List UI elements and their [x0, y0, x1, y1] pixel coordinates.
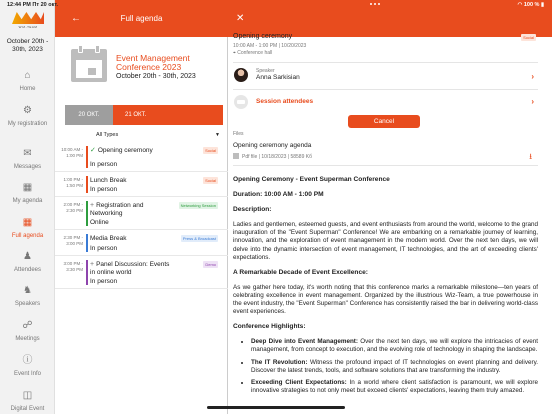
sidebar-item-label: Messages [13, 164, 42, 170]
highlight-item: • Exceeding Client Expectations: In a world where client satisfaction is paramount, we will explore innovative strategies to not only meet but exceed clients' expectations, leaving them truly amazed. [251, 379, 538, 395]
speaker-avatar [234, 68, 248, 82]
location-pin-icon: ⌖ [233, 50, 236, 56]
agenda-panel [55, 0, 228, 414]
cancel-button[interactable]: Cancel [348, 115, 420, 128]
highlights-list [251, 338, 538, 395]
messages-icon: ✉ [23, 148, 32, 159]
session-title-text: Media Break [90, 235, 127, 242]
sidebar-item-label: Digital Event [10, 406, 45, 412]
session-mode: In person [90, 186, 118, 193]
session-detail [228, 0, 552, 414]
sidebar-event-dates: October 20th - 30th, 2023 [6, 38, 49, 53]
session-row[interactable] [55, 142, 228, 172]
multitask-dots[interactable] [370, 3, 380, 5]
sidebar-item-home[interactable] [0, 70, 55, 94]
session-type-badge: Social [205, 148, 216, 153]
session-mode: Online [90, 219, 109, 226]
highlight-item: • Deep Dive into Event Management: Over the next ten days, we will explore the intricacies of event management, from concept to execution, and the evolving role of technology in shaping the landscape. [251, 338, 538, 354]
highlights-heading: Conference Highlights: [233, 323, 306, 331]
session-accent-bar [86, 176, 88, 193]
status-battery: ◠ 100 % ▮ [517, 2, 544, 8]
sidebar-item-label: Home [19, 86, 36, 92]
home-icon: ⌂ [24, 70, 31, 81]
session-mode: In person [90, 245, 118, 252]
session-title-text: Panel Discussion: Events in online world [90, 261, 170, 276]
event-hero [55, 37, 228, 105]
dropdown-caret-icon: ▼ [215, 132, 220, 138]
add-plus-icon[interactable]: + [90, 261, 95, 268]
sidebar-item-label: Meetings [15, 336, 40, 342]
status-time: 12:44 PM Пт 20 окт. [7, 2, 59, 8]
session-title-text: Lunch Break [90, 177, 127, 184]
session-accent-bar [86, 146, 88, 168]
session-mode: In person [90, 278, 118, 285]
event-name: Event Management Conference 2023 [116, 53, 190, 72]
decade-heading: A Remarkable Decade of Event Excellence: [233, 268, 368, 276]
session-row[interactable] [55, 230, 228, 256]
digital-event-icon: ◫ [22, 390, 33, 401]
sidebar-item-label: Attendees [13, 267, 42, 273]
info-icon: ⓘ [22, 355, 33, 366]
tab-day-2[interactable]: 21 ОКТ. [113, 105, 223, 125]
status-bar [0, 0, 552, 10]
session-row[interactable] [55, 197, 228, 230]
sidebar-item-my-registration[interactable] [0, 105, 55, 129]
content-duration: Duration: 10:00 AM - 1:00 PM [233, 191, 324, 199]
sidebar-item-label: Speakers [14, 301, 41, 307]
sidebar-item-attendees[interactable] [0, 251, 55, 275]
agenda-title: Full agenda [120, 14, 163, 23]
session-accent-bar [86, 201, 88, 226]
attendees-icon: ♟ [23, 251, 32, 262]
sidebar-item-my-agenda[interactable] [0, 182, 55, 206]
sidebar-item-digital-event[interactable] [0, 390, 55, 414]
session-title-text: Registration and Networking [90, 202, 144, 217]
description-paragraph: Ladies and gentlemen, esteemed guests, and event enthusiasts from around the world, welcome to the grand inauguration of the "Event Superman" Conference! We are embarking on a remarkable journey of learning, innovation, and the exploration of event management in the modern world. Over the next ten days, we will delve into the dynamic intersection of event management, IT technologies, and the art of exceeding clients' expectations. [233, 221, 538, 261]
sidebar [0, 0, 55, 414]
added-check-icon[interactable]: ✓ [90, 147, 96, 154]
file-meta: Pdf file | 10/18/2023 | 58589 Kб [233, 153, 312, 160]
session-time: 2:30 PM - 3:00 PM [63, 235, 83, 246]
highlight-item: • The IT Revolution: Witness the profound impact of IT technologies on event planning and delivery. Discover the latest trends, tools, and software solutions that are transforming the industry. [251, 359, 538, 375]
attendees-chevron-icon[interactable]: › [531, 97, 534, 106]
content-heading: Opening Ceremony - Event Superman Conference [233, 176, 390, 183]
download-icon[interactable]: ⭳ [529, 152, 532, 161]
detail-time: 10:00 AM - 1:00 PM | 10/20/2023 [233, 43, 307, 49]
home-indicator[interactable] [207, 406, 345, 409]
sidebar-item-label: My agenda [12, 198, 43, 204]
file-name[interactable]: Opening ceremony agenda [233, 142, 312, 149]
session-title [90, 235, 170, 243]
my-agenda-icon: ▦ [22, 182, 33, 193]
meetings-icon: ☍ [22, 320, 33, 331]
session-time: 3:00 PM - 3:30 PM [63, 261, 83, 272]
type-filter-value: All Types [96, 132, 119, 138]
close-icon[interactable]: ✕ [236, 13, 245, 24]
sidebar-item-label: Event Info [13, 371, 42, 377]
attendees-group-icon [234, 95, 248, 109]
detail-location: Conference hall [237, 50, 273, 56]
session-row[interactable] [55, 172, 228, 197]
event-dates: October 20th - 30th, 2023 [116, 73, 196, 80]
sidebar-item-event-info[interactable] [0, 355, 55, 379]
description-heading: Description: [233, 206, 272, 214]
day-tabs [65, 105, 223, 125]
calendar-icon [71, 49, 107, 82]
detail-session-title: Opening ceremony [233, 33, 293, 40]
session-time: 1:00 PM - 1:50 PM [63, 177, 83, 188]
session-type-badge: Networking Session [180, 203, 216, 208]
session-title [90, 261, 170, 277]
session-time: 10:00 AM - 1:00 PM [61, 147, 83, 158]
type-filter[interactable] [96, 132, 220, 138]
session-accent-bar [86, 260, 88, 285]
speakers-icon: ♞ [23, 285, 32, 296]
back-arrow-icon[interactable]: ← [71, 13, 81, 24]
session-description [233, 176, 538, 399]
session-row[interactable] [55, 256, 228, 289]
app-logo: WIZ-TEAM [8, 12, 48, 30]
speaker-chevron-icon[interactable]: › [531, 72, 534, 81]
sidebar-item-speakers[interactable] [0, 285, 55, 309]
add-plus-icon[interactable]: + [90, 202, 95, 209]
session-attendees-link[interactable]: Session attendees [256, 98, 314, 105]
session-title-text: Opening ceremony [97, 147, 153, 154]
detail-type-badge: Social [523, 35, 534, 40]
sidebar-item-full-agenda[interactable] [0, 217, 55, 241]
session-mode: In person [90, 161, 118, 168]
session-type-badge: Press & Broadcast [182, 236, 216, 241]
files-label: Files [233, 131, 244, 137]
sidebar-item-meetings[interactable] [0, 320, 55, 344]
session-accent-bar [86, 234, 88, 252]
detail-session-meta [233, 43, 306, 57]
session-title [90, 177, 170, 185]
tab-day-1[interactable]: 20 ОКТ. [65, 105, 113, 125]
file-icon [233, 153, 239, 159]
session-time: 2:00 PM - 2:30 PM [63, 202, 83, 213]
sidebar-item-label: Full agenda [11, 233, 44, 239]
speaker-name[interactable]: Anna Sarkisian [256, 74, 300, 81]
full-agenda-icon: ▦ [22, 217, 33, 228]
session-type-badge: Demo [205, 262, 216, 267]
session-type-badge: Social [205, 178, 216, 183]
registration-icon: ⚙ [23, 105, 32, 116]
session-title [90, 202, 170, 218]
decade-paragraph: As we gather here today, it's worth noting that this conference marks a remarkable milestone—ten years of celebrating excellence in event management. Organized by the illustrious Wiz-Team, a true powerhouse in the event industry, the "Event Superman" Conference has consistently raised the bar in delivering world-class event experiences. [233, 283, 538, 316]
speaker-label: Speaker [256, 68, 275, 74]
session-title [90, 147, 170, 155]
sidebar-item-messages[interactable] [0, 148, 55, 172]
sidebar-item-label: My registration [7, 121, 48, 127]
